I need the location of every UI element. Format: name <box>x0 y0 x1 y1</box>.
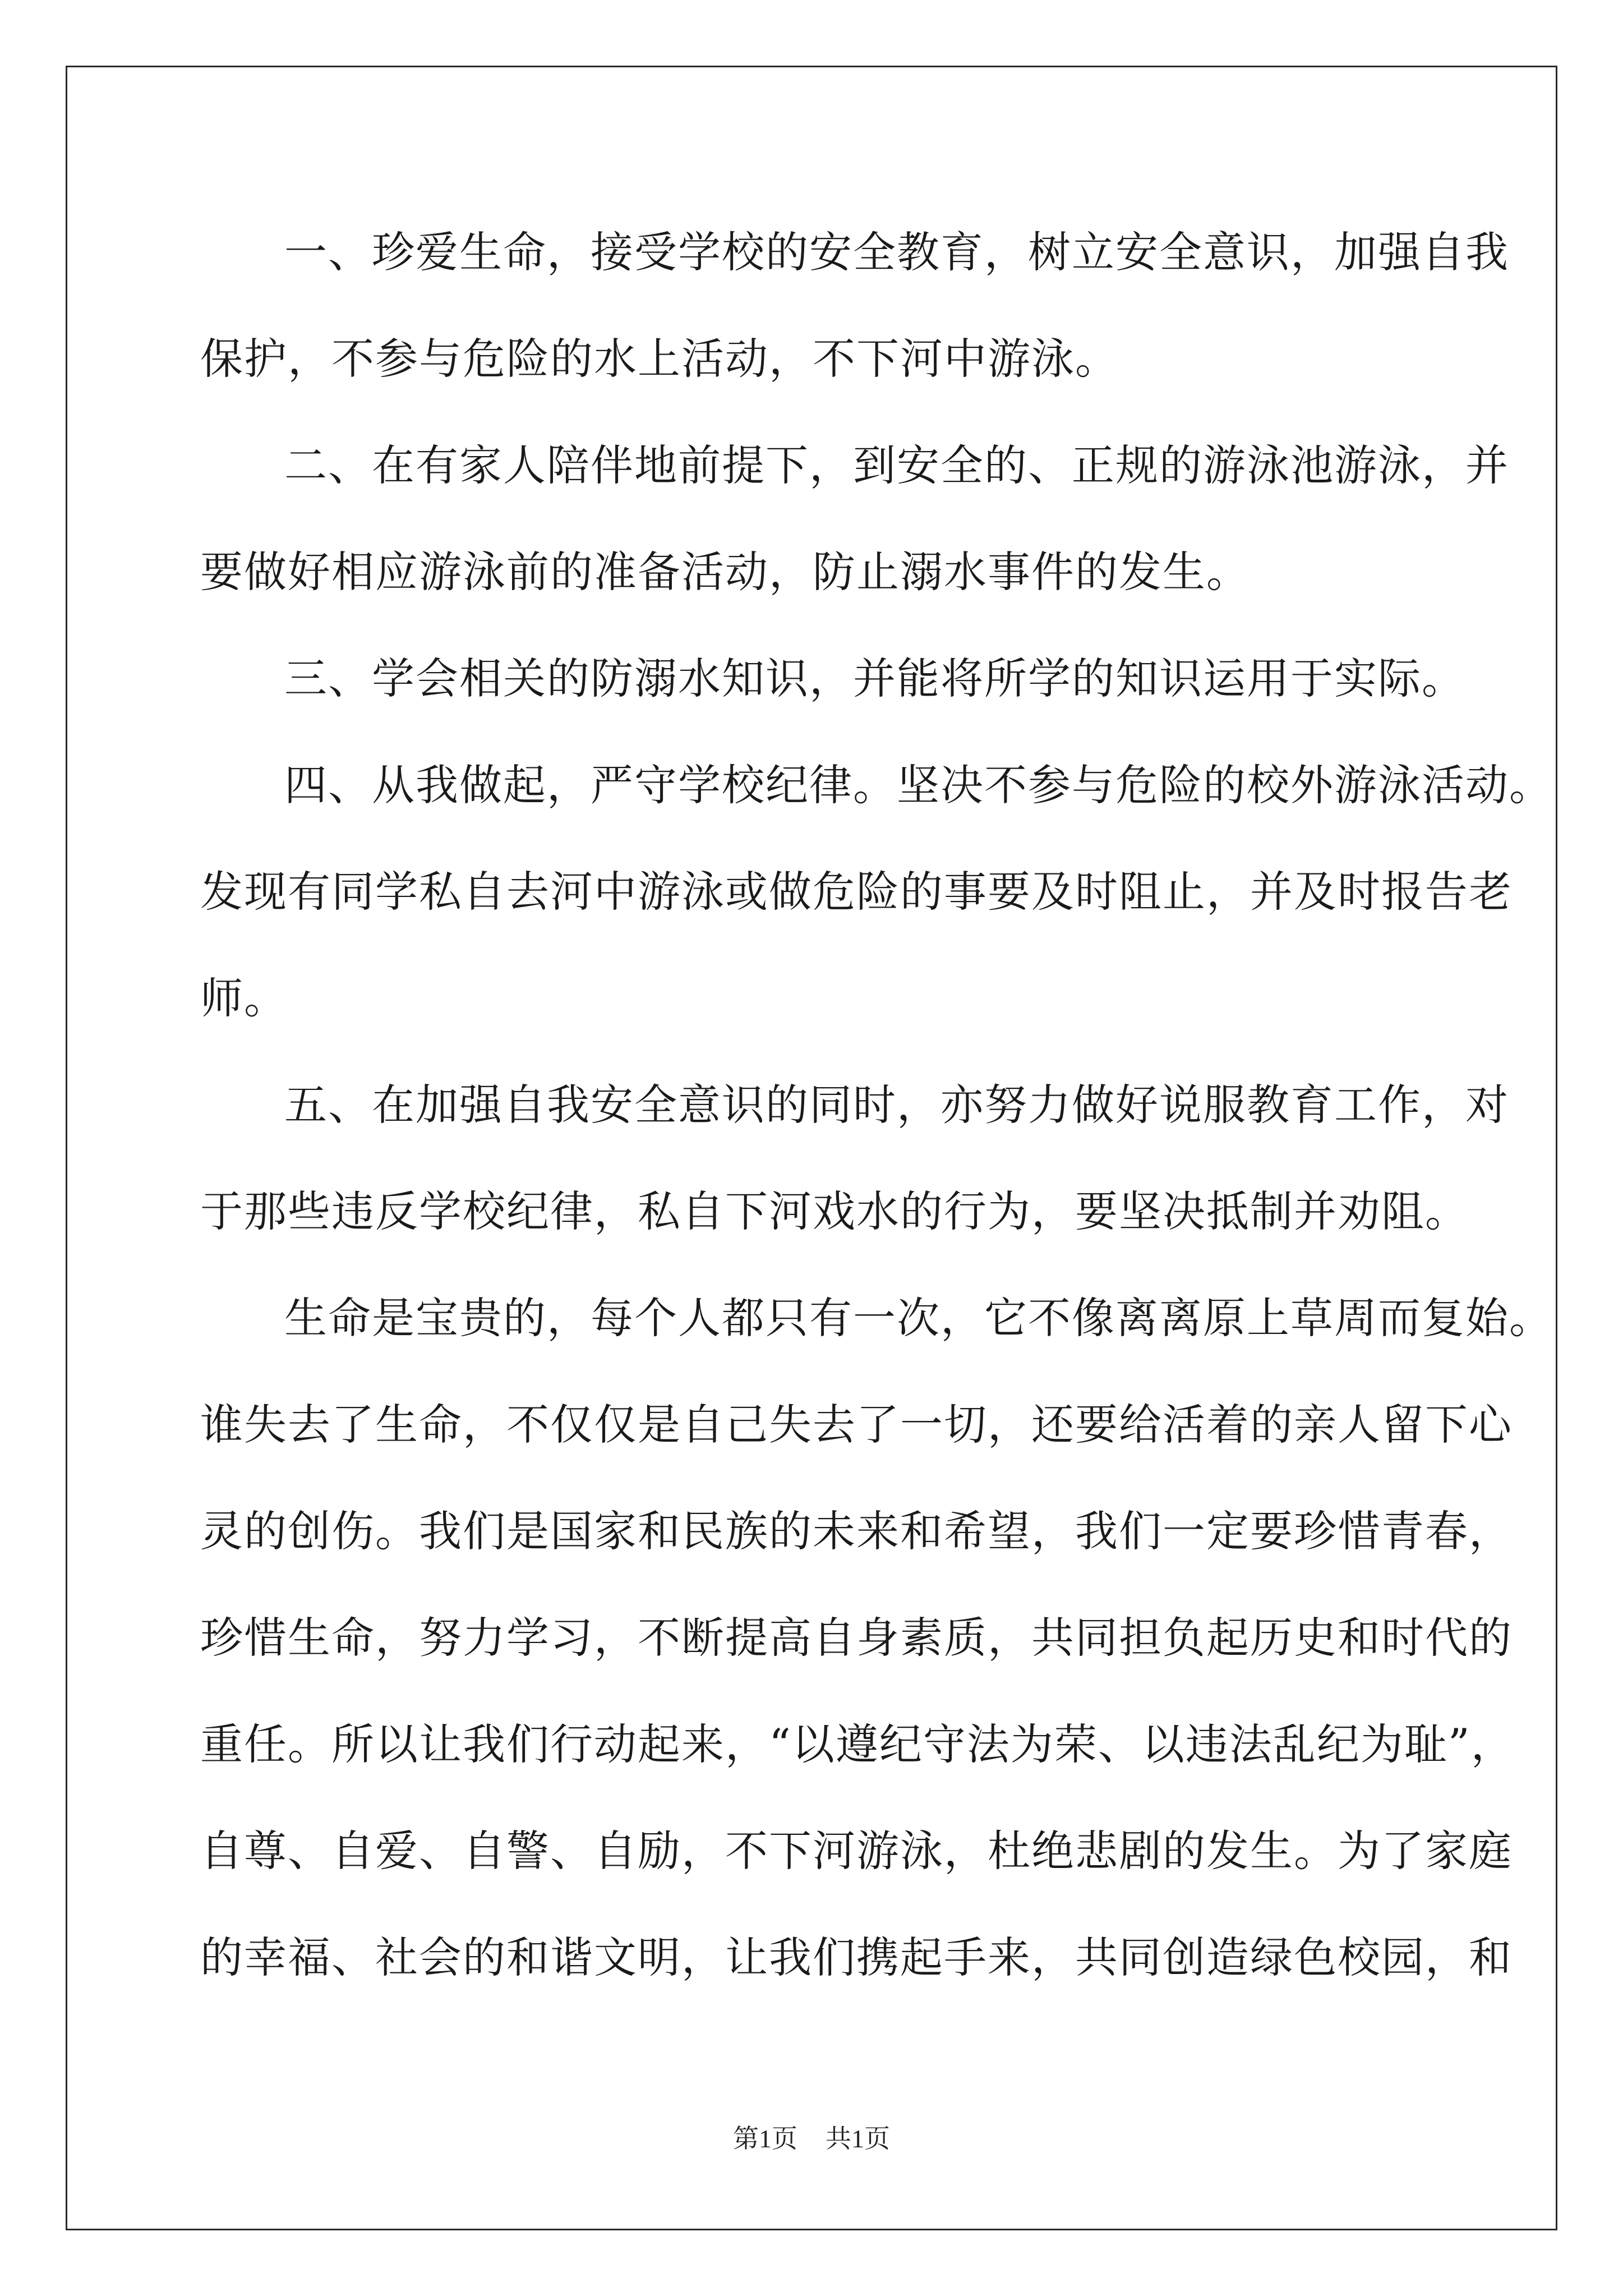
document-body <box>200 219 1553 2070</box>
text-line: 重任。所以让我们行动起来，“以遵纪守法为荣、以违法乱纪为耻”， <box>200 1719 1515 1769</box>
text-line: 三、学会相关的防溺水知识，并能将所学的知识运用于实际。 <box>284 654 1465 703</box>
page-number: 第1页 <box>733 2124 797 2153</box>
text-line: 保护，不参与危险的水上活动，不下河中游泳。 <box>200 334 1119 384</box>
text-line: 五、在加强自我安全意识的同时，亦努力做好说服教育工作，对 <box>284 1080 1509 1130</box>
text-line: 生命是宝贵的，每个人都只有一次，它不像离离原上草周而复始。 <box>284 1293 1553 1343</box>
text-line: 谁失去了生命，不仅仅是自己失去了一切，还要给活着的亲人留下心 <box>200 1400 1513 1450</box>
text-line: 师。 <box>200 973 288 1023</box>
text-line: 灵的创伤。我们是国家和民族的未来和希望，我们一定要珍惜青春， <box>200 1506 1513 1556</box>
page-total: 共1页 <box>826 2124 890 2153</box>
page-footer <box>0 2122 1623 2156</box>
text-line: 珍惜生命，努力学习，不断提高自身素质，共同担负起历史和时代的 <box>200 1613 1513 1663</box>
text-line: 于那些违反学校纪律，私自下河戏水的行为，要坚决抵制并劝阻。 <box>200 1186 1469 1236</box>
text-line: 自尊、自爱、自警、自励，不下河游泳，杜绝悲剧的发生。为了家庭 <box>200 1826 1513 1876</box>
text-line: 要做好相应游泳前的准备活动，防止溺水事件的发生。 <box>200 547 1250 597</box>
text-line: 的幸福、社会的和谐文明，让我们携起手来，共同创造绿色校园，和 <box>200 1932 1513 1982</box>
text-line: 发现有同学私自去河中游泳或做危险的事要及时阻止，并及时报告老 <box>200 867 1513 917</box>
text-line: 二、在有家人陪伴地前提下，到安全的、正规的游泳池游泳，并 <box>284 440 1509 490</box>
text-line: 一、珍爱生命，接受学校的安全教育，树立安全意识，加强自我 <box>284 227 1509 277</box>
text-line: 四、从我做起，严守学校纪律。坚决不参与危险的校外游泳活动。 <box>284 760 1553 810</box>
